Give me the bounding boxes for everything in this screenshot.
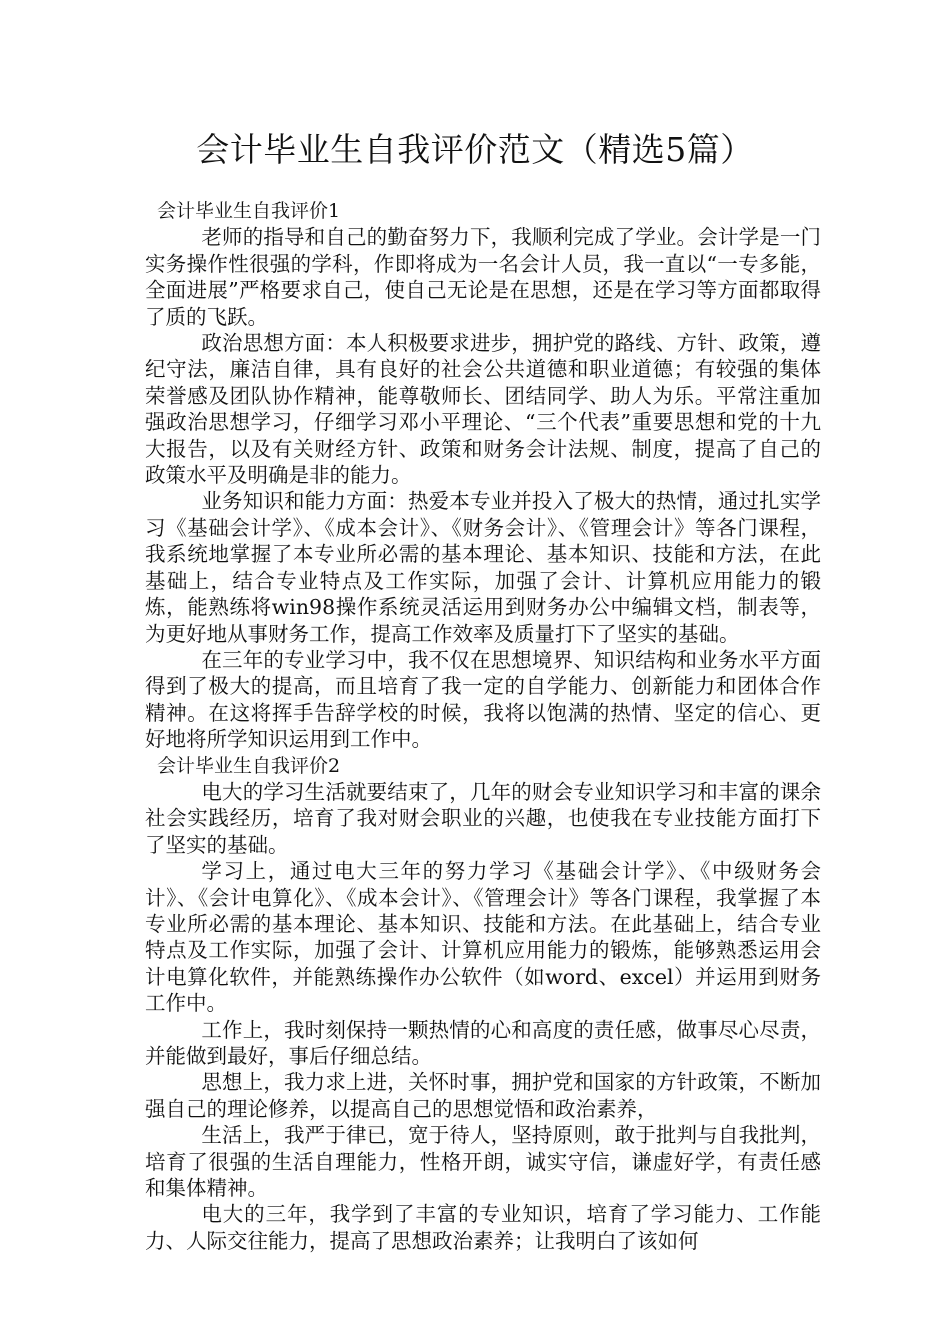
- paragraph: 工作上，我时刻保持一颗热情的心和高度的责任感，做事尽心尽责，并能做到最好，事后仔细总结。: [145, 1017, 821, 1068]
- paragraph: 学习上，通过电大三年的努力学习《基础会计学》、《中级财务会计》、《会计电算化》、《成本会计》、《管理会计》等各门课程，我掌握了本专业所必需的基本理论、基本知识、技能和方法。在此基础上，结合专业特点及工作实际，加强了会计、计算机应用能力的锻炼，能够熟悉运用会计电算化软件，并能熟练操作办公软件（如word、excel）并运用到财务工作中。: [145, 859, 821, 1016]
- paragraph: 思想上，我力求上进，关怀时事，拥护党和国家的方针政策，不断加强自己的理论修养，以提高自己的思想觉悟和政治素养，: [145, 1070, 821, 1121]
- section-heading: 会计毕业生自我评价1: [157, 200, 341, 222]
- paragraph: 在三年的专业学习中，我不仅在思想境界、知识结构和业务水平方面得到了极大的提高，而且培育了我一定的自学能力、创新能力和团体合作精神。在这将挥手告辞学校的时候，我将以饱满的热情、坚定的信心、更好地将所学知识运用到工作中。: [145, 647, 821, 752]
- document-body: [145, 198, 821, 1254]
- paragraph: 电大的学习生活就要结束了，几年的财会专业知识学习和丰富的课余社会实践经历，培育了我对财会职业的兴趣，也使我在专业技能方面打下了坚实的基础。: [145, 779, 821, 857]
- paragraph: 生活上，我严于律已，宽于待人，坚持原则，敢于批判与自我批判，培育了很强的生活自理能力，性格开朗，诚实守信，谦虚好学，有责任感和集体精神。: [145, 1123, 821, 1201]
- section-heading: 会计毕业生自我评价2: [157, 754, 341, 777]
- section-2: [145, 753, 821, 1255]
- paragraph: 电大的三年，我学到了丰富的专业知识，培育了学习能力、工作能力、人际交往能力，提高了思想政治素养；让我明白了该如何: [145, 1202, 821, 1253]
- paragraph: 政治思想方面：本人积极要求进步，拥护党的路线、方针、政策，遵纪守法，廉洁自律，具有良好的社会公共道德和职业道德；有较强的集体荣誉感及团队协作精神，能尊敬师长、团结同学、助人为乐。平常注重加强政治思想学习，仔细学习邓小平理论、“三个代表”重要思想和党的十九大报告，以及有关财经方针、政策和财务会计法规、制度，提高了自己的政策水平及明确是非的能力。: [145, 331, 821, 488]
- paragraph: 老师的指导和自己的勤奋努力下，我顺利完成了学业。会计学是一门实务操作性很强的学科，作即将成为一名会计人员，我一直以“一专多能，全面进展”严格要求自己，使自己无论是在思想，还是在学习等方面都取得了质的飞跃。: [145, 225, 821, 329]
- document-title: 会计毕业生自我评价范文（精选5篇）: [196, 130, 754, 169]
- section-1: [145, 198, 821, 753]
- paragraph: 业务知识和能力方面：热爱本专业并投入了极大的热情，通过扎实学习《基础会计学》、《成本会计》、《财务会计》、《管理会计》等各门课程，我系统地掌握了本专业所必需的基本理论、基本知识、技能和方法，在此基础上，结合专业特点及工作实际，加强了会计、计算机应用能力的锻炼，能熟练将win98操作系统灵活运用到财务办公中编辑文档，制表等，为更好地从事财务工作，提高工作效率及质量打下了坚实的基础。: [145, 489, 821, 646]
